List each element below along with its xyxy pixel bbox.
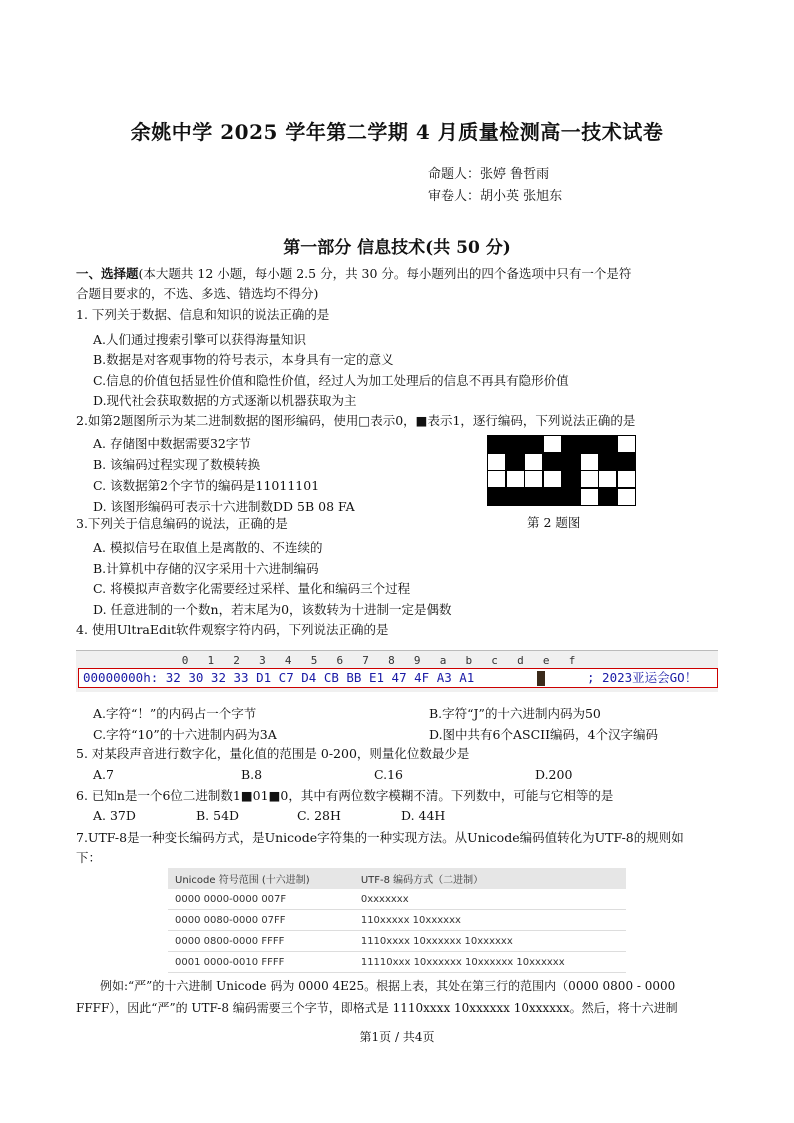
- table-row: [168, 889, 626, 910]
- hex-column-label: 8: [388, 654, 395, 667]
- hex-column-label: 5: [310, 654, 318, 667]
- hex-column-label: 2: [233, 654, 240, 667]
- q5-option-a: A.7: [93, 767, 114, 782]
- hex-column-label: 1: [207, 654, 215, 667]
- filled-cell: [617, 453, 636, 471]
- filled-cell: [506, 435, 525, 453]
- text-cursor: [537, 671, 545, 686]
- q2-stem: 2.如第2题图所示为某二进制数据的图形编码，使用□表示0，■表示1，逐行编码，下列说法正确的是: [76, 413, 636, 428]
- q6-option-d: D. 44H: [401, 808, 446, 823]
- q6-option-c: C. 28H: [297, 808, 341, 823]
- table-header: Unicode 符号范围 (十六进制): [168, 868, 354, 889]
- table-cell: 1110xxxx 10xxxxxx 10xxxxxx: [354, 931, 626, 952]
- filled-cell: [598, 435, 617, 453]
- filled-cell: [561, 453, 580, 471]
- table-row: [168, 910, 626, 931]
- hex-column-label: 3: [259, 654, 266, 667]
- table-cell: 0001 0000-0010 FFFF: [168, 952, 354, 973]
- filled-cell: [524, 435, 543, 453]
- filled-cell: [506, 488, 525, 506]
- q7-stem: 7.UTF-8是一种变长编码方式，是Unicode字符集的一种实现方法。从Unicode编码值转化为UTF-8的规则如: [76, 830, 684, 845]
- table-row: [168, 952, 626, 973]
- q4-option-a: A.字符“！”的内码占一个字节: [93, 706, 257, 721]
- hex-column-label: c: [491, 654, 498, 667]
- empty-cell: [506, 470, 525, 488]
- hex-column-label: 7: [362, 654, 369, 667]
- filled-cell: [598, 453, 617, 471]
- q6-option-b: B. 54D: [196, 808, 240, 823]
- q6-stem: 6. 已知n是一个6位二进制数1■01■0，其中有两位数字模糊不清。下列数中，可能与它相等的是: [76, 788, 614, 803]
- filled-cell: [561, 435, 580, 453]
- utf8-table: [168, 868, 626, 973]
- q5-option-c: C.16: [374, 767, 403, 782]
- table-cell: 110xxxxx 10xxxxxx: [354, 910, 626, 931]
- hex-column-label: b: [465, 654, 473, 667]
- filled-cell: [580, 435, 599, 453]
- q6-option-a: A. 37D: [93, 808, 136, 823]
- filled-cell: [487, 488, 506, 506]
- filled-cell: [598, 488, 617, 506]
- table-header-row: [168, 868, 626, 889]
- q5-stem: 5. 对某段声音进行数字化，量化值的范围是 0-200，则量化位数最少是: [76, 746, 470, 761]
- table-cell: 11110xxx 10xxxxxx 10xxxxxx 10xxxxxx: [354, 952, 626, 973]
- q3-option-d: D. 任意进制的一个数n，若末尾为0，该数转为十进制一定是偶数: [93, 602, 452, 617]
- empty-cell: [524, 470, 543, 488]
- page-title: 余姚中学 2025 学年第二学期 4 月质量检测高一技术试卷: [130, 120, 664, 144]
- filled-cell: [561, 488, 580, 506]
- empty-cell: [524, 453, 543, 471]
- q3-option-a: A. 模拟信号在取值上是离散的、不连续的: [93, 540, 323, 555]
- filled-cell: [506, 453, 525, 471]
- table-header: UTF-8 编码方式（二进制）: [354, 868, 626, 889]
- hex-column-label: 6: [336, 654, 344, 667]
- q1-stem: 1. 下列关于数据、信息和知识的说法正确的是: [76, 307, 330, 322]
- q3-option-c: C. 将模拟声音数字化需要经过采样、量化和编码三个过程: [93, 581, 411, 596]
- empty-cell: [487, 453, 506, 471]
- q7-stem-line-2: 下：: [76, 850, 102, 865]
- q3-option-b: B.计算机中存储的汉字采用十六进制编码: [93, 561, 319, 576]
- instructions-line-2: 合题目要求的，不选、多选、错选均不得分): [76, 286, 319, 301]
- q1-option-c: C.信息的价值包括显性价值和隐性价值，经过人为加工处理后的信息不再具有隐形价值: [93, 373, 569, 388]
- hex-bytes: 00000000h: 32 30 32 33 D1 C7 D4 CB BB E1 47 4F A3 A1: [83, 670, 475, 685]
- empty-cell: [580, 488, 599, 506]
- empty-cell: [598, 470, 617, 488]
- part1-instructions: [76, 264, 631, 284]
- filled-cell: [543, 453, 562, 471]
- hex-column-label: a: [439, 654, 447, 667]
- hex-column-label: d: [517, 654, 524, 667]
- table-cell: 0xxxxxxx: [354, 889, 626, 910]
- section-title: 第一部分 信息技术(共 50 分): [283, 238, 511, 258]
- page-footer: 第1页 / 共4页: [359, 1030, 435, 1044]
- q7-example-line-2: FFFF），因此“严”的 UTF-8 编码需要三个字节，即格式是 1110xxxx 10xxxxxx 10xxxxxx。然后，将十六进制: [76, 1001, 678, 1015]
- q2-option-a: A. 存储图中数据需要32字节: [93, 436, 251, 451]
- filled-cell: [561, 470, 580, 488]
- filled-cell: [543, 488, 562, 506]
- q2-option-d: D. 该图形编码可表示十六进制数DD 5B 08 FA: [93, 499, 355, 514]
- hex-column-label: f: [568, 654, 576, 667]
- q5-option-d: D.200: [535, 767, 573, 782]
- empty-cell: [580, 470, 599, 488]
- empty-cell: [543, 435, 562, 453]
- empty-cell: [617, 488, 636, 506]
- q4-option-c: C.字符“10”的十六进制内码为3A: [93, 727, 277, 742]
- q7-example-line-1: 例如:“严”的十六进制 Unicode 码为 0000 4E25。根据上表，其处在第三行的范围内（0000 0800 - 0000: [100, 979, 676, 993]
- q3-stem: 3.下列关于信息编码的说法，正确的是: [76, 516, 288, 531]
- q2-option-c: C. 该数据第2个字节的编码是11011101: [93, 478, 320, 493]
- part1-heading: 一、选择题: [76, 266, 139, 281]
- empty-cell: [487, 470, 506, 488]
- q4-option-b: B.字符“J”的十六进制内码为50: [429, 706, 601, 721]
- q5-option-b: B.8: [241, 767, 263, 782]
- empty-cell: [617, 470, 636, 488]
- empty-cell: [617, 435, 636, 453]
- hex-column-label: e: [542, 654, 550, 667]
- table-cell: 0000 0000-0000 007F: [168, 889, 354, 910]
- table-cell: 0000 0080-0000 07FF: [168, 910, 354, 931]
- hex-text: ; 2023亚运会GO！: [587, 670, 698, 685]
- hex-column-label: 0: [181, 654, 189, 667]
- table-row: [168, 931, 626, 952]
- instructions-line-1: (本大题共 12 小题，每小题 2.5 分，共 30 分。每小题列出的四个备选项中只有一个是符: [138, 266, 632, 281]
- figure-2-caption: 第 2 题图: [527, 515, 581, 530]
- hex-row: [78, 668, 718, 688]
- q4-stem: 4. 使用UltraEdit软件观察字符内码，下列说法正确的是: [76, 622, 389, 637]
- q2-option-b: B. 该编码过程实现了数模转换: [93, 457, 261, 472]
- empty-cell: [543, 470, 562, 488]
- proposers: 命题人：张婷 鲁哲雨: [428, 167, 550, 182]
- empty-cell: [580, 453, 599, 471]
- hex-column-label: 4: [284, 654, 292, 667]
- q1-option-b: B.数据是对客观事物的符号表示，本身具有一定的意义: [93, 352, 394, 367]
- table-cell: 0000 0800-0000 FFFF: [168, 931, 354, 952]
- q1-option-d: D.现代社会获取数据的方式逐渐以机器获取为主: [93, 393, 357, 408]
- q1-option-a: A.人们通过搜索引擎可以获得海量知识: [93, 332, 307, 347]
- filled-cell: [524, 488, 543, 506]
- q4-option-d: D.图中共有6个ASCII编码，4个汉字编码: [429, 727, 658, 742]
- filled-cell: [487, 435, 506, 453]
- reviewers: 审卷人：胡小英 张旭东: [428, 189, 563, 204]
- hex-column-label: 9: [413, 654, 421, 667]
